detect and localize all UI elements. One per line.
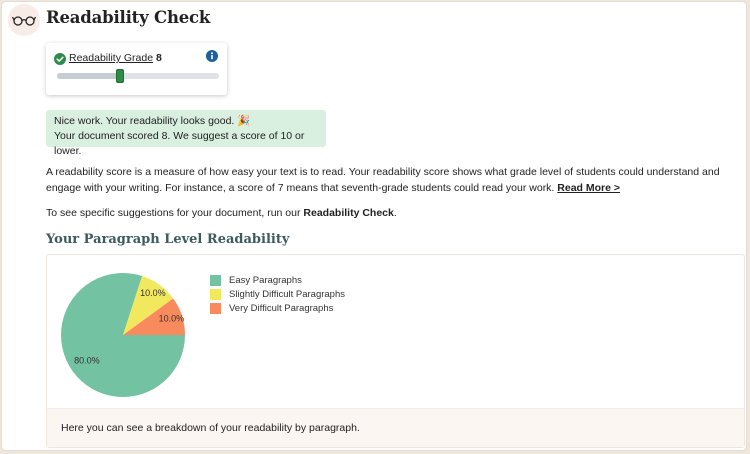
suggestion-prefix: To see specific suggestions for your document, run our <box>46 207 304 219</box>
grade-slider[interactable] <box>57 73 219 79</box>
legend-label-0: Easy Paragraphs <box>229 274 302 286</box>
pie-label-0: 80.0% <box>74 355 100 366</box>
chart-footer: Here you can see a breakdown of your readability by paragraph. <box>47 408 744 447</box>
page-title: Readability Check <box>46 8 211 27</box>
pie-label-1: 10.0% <box>140 288 166 299</box>
legend-item-0 <box>210 273 345 287</box>
chart-legend <box>210 273 345 315</box>
glasses-icon <box>8 4 40 36</box>
grade-label <box>69 52 162 64</box>
section-title: Your Paragraph Level Readability <box>46 232 290 247</box>
suggestion-suffix: . <box>393 207 397 219</box>
pie-label-2: 10.0% <box>158 313 185 324</box>
info-icon[interactable] <box>206 50 218 62</box>
readability-check-link[interactable]: Readability Check <box>303 207 394 219</box>
readability-panel <box>2 2 746 450</box>
legend-swatch-0 <box>210 275 221 286</box>
readability-pie-chart <box>47 259 197 409</box>
grade-slider-thumb[interactable] <box>116 69 124 83</box>
success-notice <box>46 110 326 157</box>
notice-line-2: Your document scored 8. We suggest a score of 10 or lower. <box>54 130 305 157</box>
grade-label-link[interactable]: Readability Grade <box>69 52 154 64</box>
legend-item-2 <box>210 301 345 315</box>
legend-item-1 <box>210 287 345 301</box>
notice-line-1: Nice work. Your readability looks good. 🎉 <box>54 115 251 127</box>
grade-value: 8 <box>156 52 162 64</box>
legend-swatch-1 <box>210 289 221 300</box>
paragraph-readability-chart-card <box>46 254 745 448</box>
check-circle-icon <box>54 53 66 65</box>
read-more-link[interactable]: Read More > <box>557 182 621 194</box>
legend-label-2: Very Difficult Paragraphs <box>229 302 334 314</box>
description-text: A readability score is a measure of how easy your text is to read. Your readability score shows what grade level of students could understand and engage with your writing. For instance, a score of 7 means that seventh-grade students could read your work. <box>46 166 720 194</box>
legend-swatch-2 <box>210 303 221 314</box>
suggestion-text <box>46 207 646 219</box>
readability-description <box>46 164 746 196</box>
grade-slider-fill <box>57 73 119 79</box>
readability-grade-card <box>46 43 227 95</box>
legend-label-1: Slightly Difficult Paragraphs <box>229 288 345 300</box>
